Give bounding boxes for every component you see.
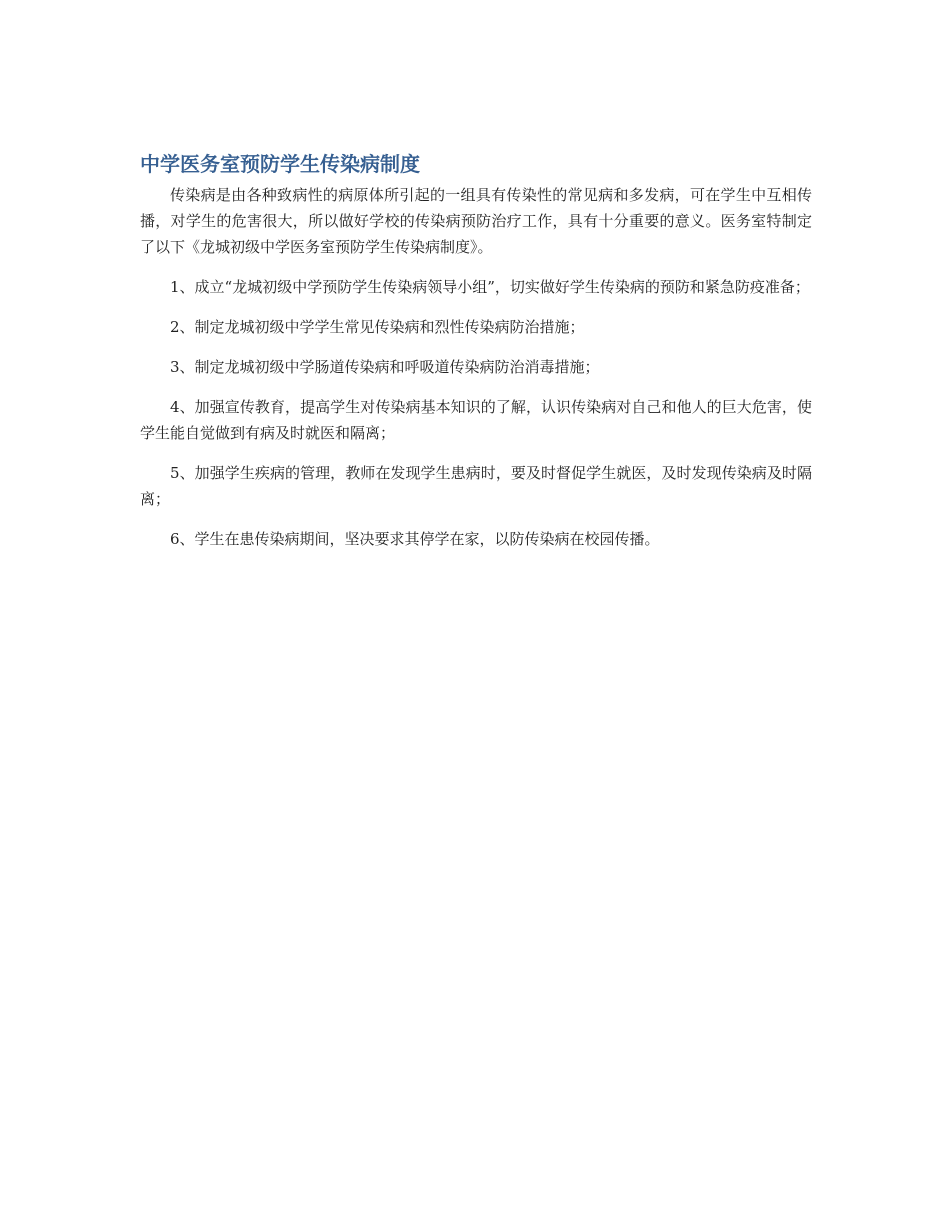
rule-item-4: 4、加强宣传教育，提高学生对传染病基本知识的了解，认识传染病对自己和他人的巨大危害，使学生能自觉做到有病及时就医和隔离；	[140, 398, 812, 442]
document-page	[140, 150, 812, 566]
intro-paragraph: 传染病是由各种致病性的病原体所引起的一组具有传染性的常见病和多发病，可在学生中互相传播，对学生的危害很大，所以做好学校的传染病预防治疗工作，具有十分重要的意义。医务室特制定了以下《龙城初级中学医务室预防学生传染病制度》。	[140, 186, 812, 256]
rule-item-3: 3、制定龙城初级中学肠道传染病和呼吸道传染病防治消毒措施；	[170, 358, 600, 376]
document-title: 中学医务室预防学生传染病制度	[140, 152, 420, 176]
rule-item-1: 1、成立“龙城初级中学预防学生传染病领导小组”，切实做好学生传染病的预防和紧急防疫准备；	[170, 278, 810, 296]
rule-item-6: 6、学生在患传染病期间，坚决要求其停学在家，以防传染病在校园传播。	[170, 530, 660, 548]
rule-item-5: 5、加强学生疾病的管理，教师在发现学生患病时，要及时督促学生就医，及时发现传染病及时隔离；	[140, 464, 812, 508]
rule-item-2: 2、制定龙城初级中学学生常见传染病和烈性传染病防治措施；	[170, 318, 585, 336]
